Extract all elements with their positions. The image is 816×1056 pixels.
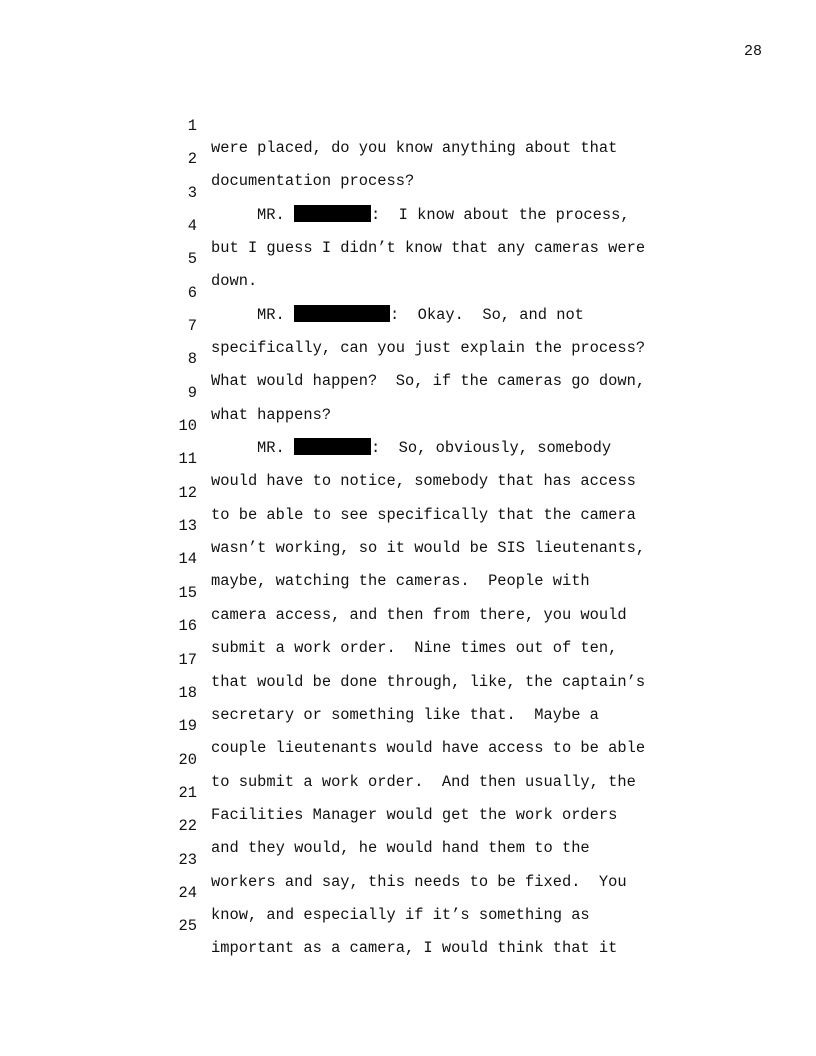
transcript-line xyxy=(172,126,692,191)
transcript-line xyxy=(172,226,692,291)
transcript-line xyxy=(172,493,692,558)
line-text: wasn’t working, so it would be SIS lieutenants, xyxy=(211,539,646,558)
transcript-line xyxy=(172,593,692,658)
transcript-line xyxy=(172,860,692,924)
transcript-line xyxy=(172,160,692,224)
line-number: 25 xyxy=(178,917,197,936)
line-number: 13 xyxy=(178,517,197,536)
transcript-line xyxy=(172,560,692,624)
speaker-title: MR. xyxy=(257,439,285,458)
line-text: were placed, do you know anything about that xyxy=(211,139,618,157)
line-number: 18 xyxy=(178,683,197,702)
line-text: : I know about the process, xyxy=(370,205,630,224)
line-number: 5 xyxy=(187,250,197,269)
line-text: but I guess I didn’t know that any cameras were xyxy=(211,239,646,258)
line-number: 17 xyxy=(178,650,197,669)
transcript-line xyxy=(172,360,692,424)
transcript-line xyxy=(172,526,692,591)
line-number: 12 xyxy=(178,483,197,502)
line-text: : So, obviously, somebody xyxy=(370,439,612,458)
transcript-line xyxy=(172,660,692,724)
line-number: 15 xyxy=(178,583,197,602)
transcript-line xyxy=(172,326,692,391)
line-number: 16 xyxy=(178,617,197,636)
line-number: 10 xyxy=(178,417,197,436)
line-text: couple lieutenants would have access to be able xyxy=(211,739,646,758)
transcript-line xyxy=(172,293,692,358)
transcript-line xyxy=(172,893,692,958)
line-text: would have to notice, somebody that has access xyxy=(211,472,636,491)
line-number: 2 xyxy=(187,150,197,169)
line-number: 20 xyxy=(178,750,197,769)
transcript-line xyxy=(172,93,692,157)
line-number: 24 xyxy=(178,883,197,902)
speaker-title: MR. xyxy=(257,305,285,324)
line-text: What would happen? So, if the cameras go down, xyxy=(211,372,646,391)
line-text: know, and especially if it’s something as xyxy=(211,905,590,924)
line-text: what happens? xyxy=(211,405,332,424)
transcript-line xyxy=(172,793,692,858)
transcript-line xyxy=(172,693,692,758)
line-number: 14 xyxy=(178,550,197,569)
transcript-line xyxy=(172,393,692,458)
line-text: to be able to see specifically that the camera xyxy=(211,505,636,524)
line-number: 6 xyxy=(187,283,197,302)
transcript-line xyxy=(172,460,692,524)
line-text: secretary or something like that. Maybe a xyxy=(211,705,599,724)
line-text: to submit a work order. And then usually, the xyxy=(211,772,636,791)
line-number: 7 xyxy=(187,317,197,336)
line-text: workers and say, this needs to be fixed. You xyxy=(211,872,627,891)
line-text: Facilities Manager would get the work orders xyxy=(211,805,618,824)
transcript-line xyxy=(172,727,692,791)
line-text: : Okay. So, and not xyxy=(389,305,584,324)
line-number: 4 xyxy=(187,217,197,236)
transcript-body xyxy=(172,93,692,958)
transcript-line xyxy=(172,827,692,891)
line-text: submit a work order. Nine times out of ten, xyxy=(211,639,618,658)
speaker-title: MR. xyxy=(257,205,285,224)
page-number: 28 xyxy=(743,43,762,60)
line-number: 8 xyxy=(187,350,197,369)
line-number: 1 xyxy=(187,117,197,135)
line-number: 22 xyxy=(178,817,197,836)
line-text: camera access, and then from there, you would xyxy=(211,605,627,624)
line-text: maybe, watching the cameras. People with xyxy=(211,572,590,591)
transcript-line xyxy=(172,193,692,258)
line-number: 3 xyxy=(187,183,197,202)
line-number: 21 xyxy=(178,783,197,802)
line-number: 19 xyxy=(178,717,197,736)
transcript-line xyxy=(172,426,692,491)
transcript-line xyxy=(172,627,692,691)
transcript-line xyxy=(172,260,692,324)
line-number: 9 xyxy=(187,383,197,402)
line-text: down. xyxy=(211,272,258,291)
line-text: that would be done through, like, the captain’s xyxy=(211,672,646,691)
line-text: and they would, he would hand them to the xyxy=(211,839,590,858)
line-text: important as a camera, I would think that it xyxy=(211,939,618,958)
line-text: specifically, can you just explain the process? xyxy=(211,339,646,358)
line-number: 23 xyxy=(178,850,197,869)
line-number: 11 xyxy=(178,450,197,469)
line-text: documentation process? xyxy=(211,172,415,191)
transcript-line xyxy=(172,760,692,824)
